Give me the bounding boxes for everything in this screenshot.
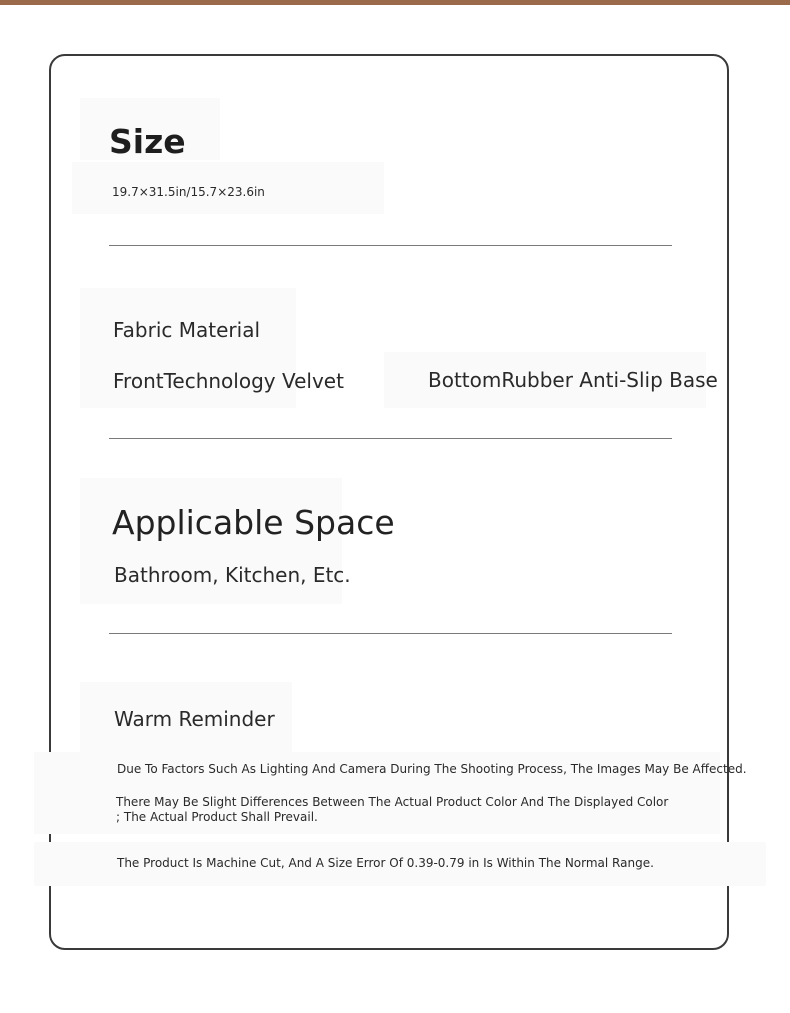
size-heading: Size [109,122,186,161]
divider [109,245,672,246]
divider [109,633,672,634]
reminder-note-lighting: Due To Factors Such As Lighting And Camera During The Shooting Process, The Images May Be Affected. [117,762,747,776]
top-accent-bar [0,0,790,5]
divider [109,438,672,439]
space-heading: Applicable Space [112,503,395,542]
reminder-note-color [116,795,668,825]
size-value: 19.7×31.5in/15.7×23.6in [112,185,265,199]
reminder-heading: Warm Reminder [114,707,275,731]
fabric-heading: Fabric Material [113,318,261,342]
bottom-material: BottomRubber Anti-Slip Base [428,368,718,392]
reminder-note-color-line-2: ; The Actual Product Shall Prevail. [116,810,318,824]
front-material: FrontTechnology Velvet [113,369,344,393]
reminder-note-size-error: The Product Is Machine Cut, And A Size Error Of 0.39-0.79 in Is Within The Normal Range. [117,856,654,870]
reminder-note-color-line-1: There May Be Slight Differences Between The Actual Product Color And The Displayed Color [116,795,669,809]
space-value: Bathroom, Kitchen, Etc. [114,563,351,587]
